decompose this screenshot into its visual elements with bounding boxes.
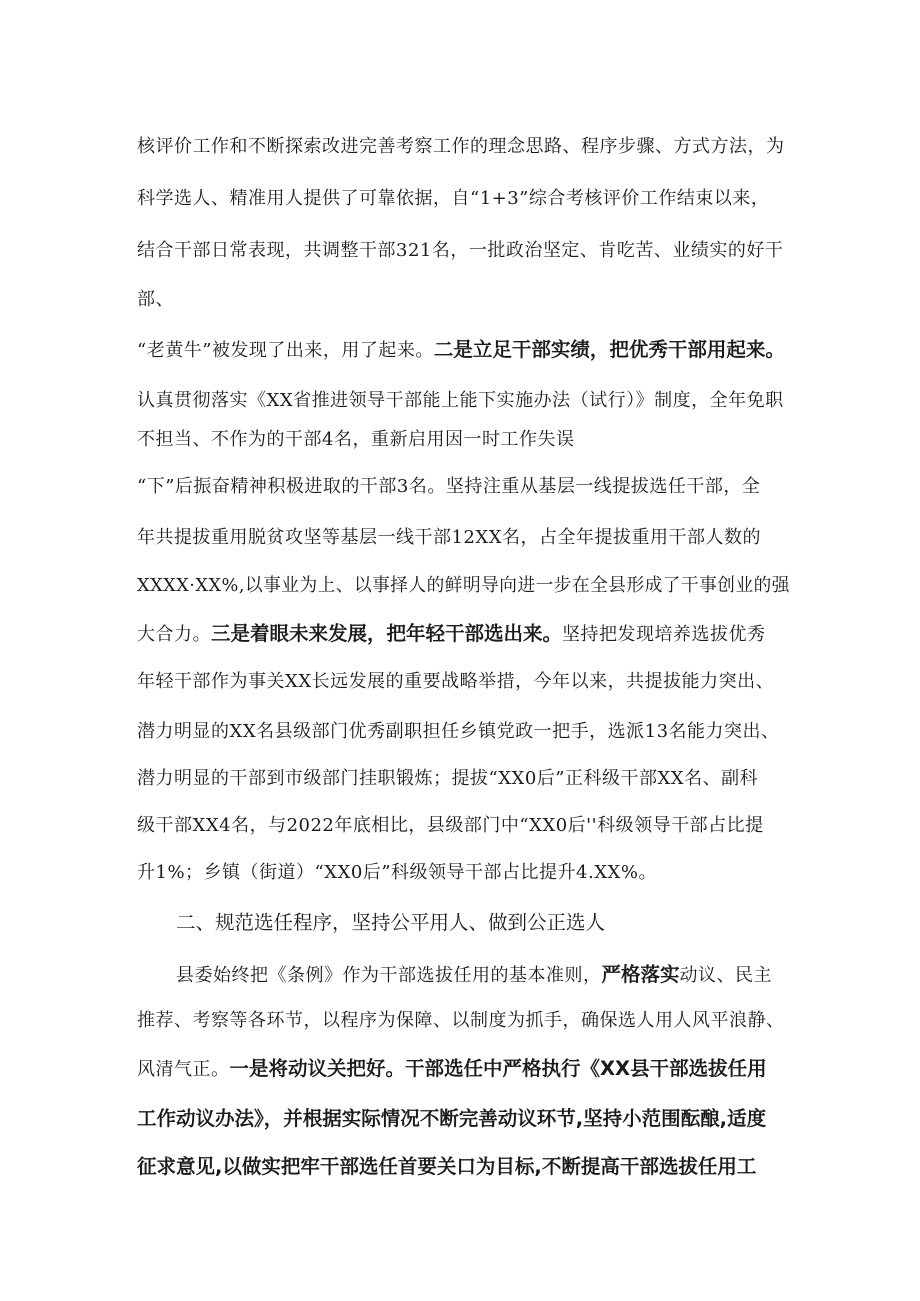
text-line: XXXX·XX%,以事业为上、以事择人的鲜明导向进一步在全县形成了干事创业的强 [137,575,790,596]
text-line [137,1103,766,1131]
bold-phrase: 一是将动议关把好。干部选任中严格执行《XX县干部选拔任用 [229,1057,767,1080]
text-line: 年轻干部作为事关XX长远发展的重要战略举措，今年以来，共提拔能力突出、 [137,671,775,692]
text-line: 核评价工作和不断探索改进完善考察工作的理念思路、程序步骤、方式方法，为 [137,136,785,157]
text-line: 不担当、不作为的干部4名，重新启用因一时工作失误 [137,429,575,450]
bold-phrase: 三是着眼未来发展，把年轻干部选出来。 [211,622,563,645]
bold-phrase: 严格落实 [601,963,680,986]
text-line: 年共提拔重用脱贫攻坚等基层一线干部12XX名，占全年提拔重用干部人数的 [137,527,762,548]
text-line: 结合干部日常表现，共调整干部321名，一批政治坚定、肯吃苦、业绩实的好干 [137,240,784,261]
section-heading: 二、规范选任程序，坚持公平用人、做到公正选人 [176,911,606,934]
text-line: 级干部XX4名，与2022年底相比，县级部门中“XX0后''科级领导干部占比提 [137,815,764,836]
bold-phrase: 二是立足干部实绩，把优秀干部用起来。 [433,338,785,361]
text-line: 部、 [137,289,174,310]
bold-phrase: 征求意见,以做实把牢干部选任首要关口为目标,不断提高干部选拔任用工 [137,1155,757,1178]
text-line: “老黄牛”被发现了出来，用了起来。二是立足干部实绩，把优秀干部用起来。 [137,338,785,361]
text-line: “下”后振奋精神积极进取的干部3名。坚持注重从基层一线提拔选任干部，全 [137,476,761,497]
text-line: 科学选人、精准用人提供了可靠依据，自“1+3”综合考核评价工作结束以来， [137,188,770,209]
text-line [137,1151,756,1179]
text-line: 升1%；乡镇（街道）“XX0后”科级领导干部占比提升4.XX%。 [137,862,657,883]
text-line: 大合力。三是着眼未来发展，把年轻干部选出来。坚持把发现培养选拔优秀 [137,622,766,645]
text-line: 认真贯彻落实《XX省推进领导干部能上能下实施办法（试行）》制度，全年免职 [137,390,784,411]
text-line: 风清气正。一是将动议关把好。干部选任中严格执行《XX县干部选拔任用 [137,1057,767,1080]
text-line: 县委始终把《条例》作为干部选拔任用的基本准则，严格落实动议、民主 [176,963,773,986]
text-line: 潜力明显的干部到市级部门挂职锻炼；提拔“XX0后”正科级干部XX名、副科 [137,768,759,789]
text-line: 推荐、考察等各环节，以程序为保障、以制度为抓手，确保选人用人风平浪静、 [137,1010,785,1031]
bold-phrase: 工作动议办法》，并根据实际情况不断完善动议环节,坚持小范围酝酿,适度 [137,1107,767,1130]
text-line: 潜力明显的XX名县级部门优秀副职担任乡镇党政一把手，选派13名能力突出、 [137,721,780,742]
